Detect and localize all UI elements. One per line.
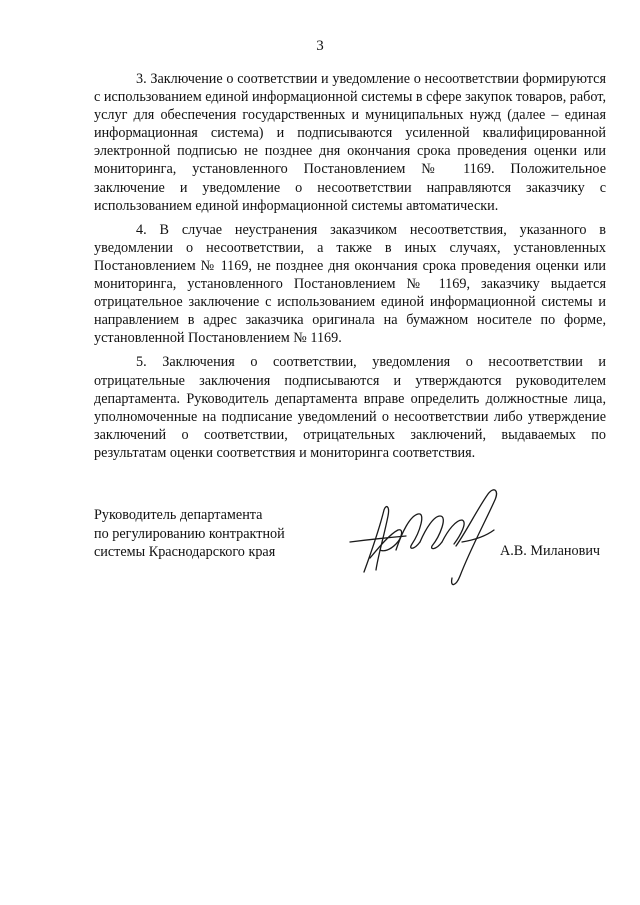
paragraph-4: 4. В случае неустранения заказчиком несоответствия, указанного в уведомлении о несоответствии, а также в иных случаях, установленных Постановлением № 1169, не позднее дня окончания срока проведения оценки или мониторинга, установленного Постановлением № 1169, заказчику выдается отрицательное заключение с использованием единой информационной системы и направлением в адрес заказчика оригинала на бумажном носителе по форме, установленной Постановлением № 1169. — [94, 221, 606, 347]
signer-title — [94, 506, 334, 562]
document-body — [94, 70, 606, 468]
paragraph-5: 5. Заключения о соответствии, уведомления о несоответствии и отрицательные заключения подписываются и утверждаются руководителем департамента. Руководитель департамента вправе определить должностные лица, уполномоченные на подписание уведомлений о несоответствии либо утверждение заключений о соответствии, отрицательных заключений, выдаваемых по результатам оценки соответствия и мониторинга соответствия. — [94, 354, 606, 461]
page-number: 3 — [316, 38, 324, 54]
signer-title-line-2: по регулированию контрактной — [94, 525, 285, 542]
signer-title-line-1: Руководитель департамента — [94, 507, 263, 523]
signer-title-line-3: системы Краснодарского края — [94, 544, 276, 560]
signature-block — [94, 506, 606, 596]
signer-name: А.В. Миланович — [500, 543, 601, 559]
paragraph-3: 3. Заключение о соответствии и уведомление о несоответствии формируются с использованием единой информационной системы в сфере закупок товаров, работ, услуг для обеспечения государственных и муниципальных нужд (далее – единая информационная система) и подписываются усиленной квалифицированной электронной подписью не позднее дня окончания срока проведения оценки или мониторинга, установленного Постановлением № 1169. Положительное заключение и уведомление о несоответствии направляются заказчику с использованием единой информационной системы автоматически. — [94, 71, 606, 214]
handwritten-signature — [344, 480, 524, 600]
